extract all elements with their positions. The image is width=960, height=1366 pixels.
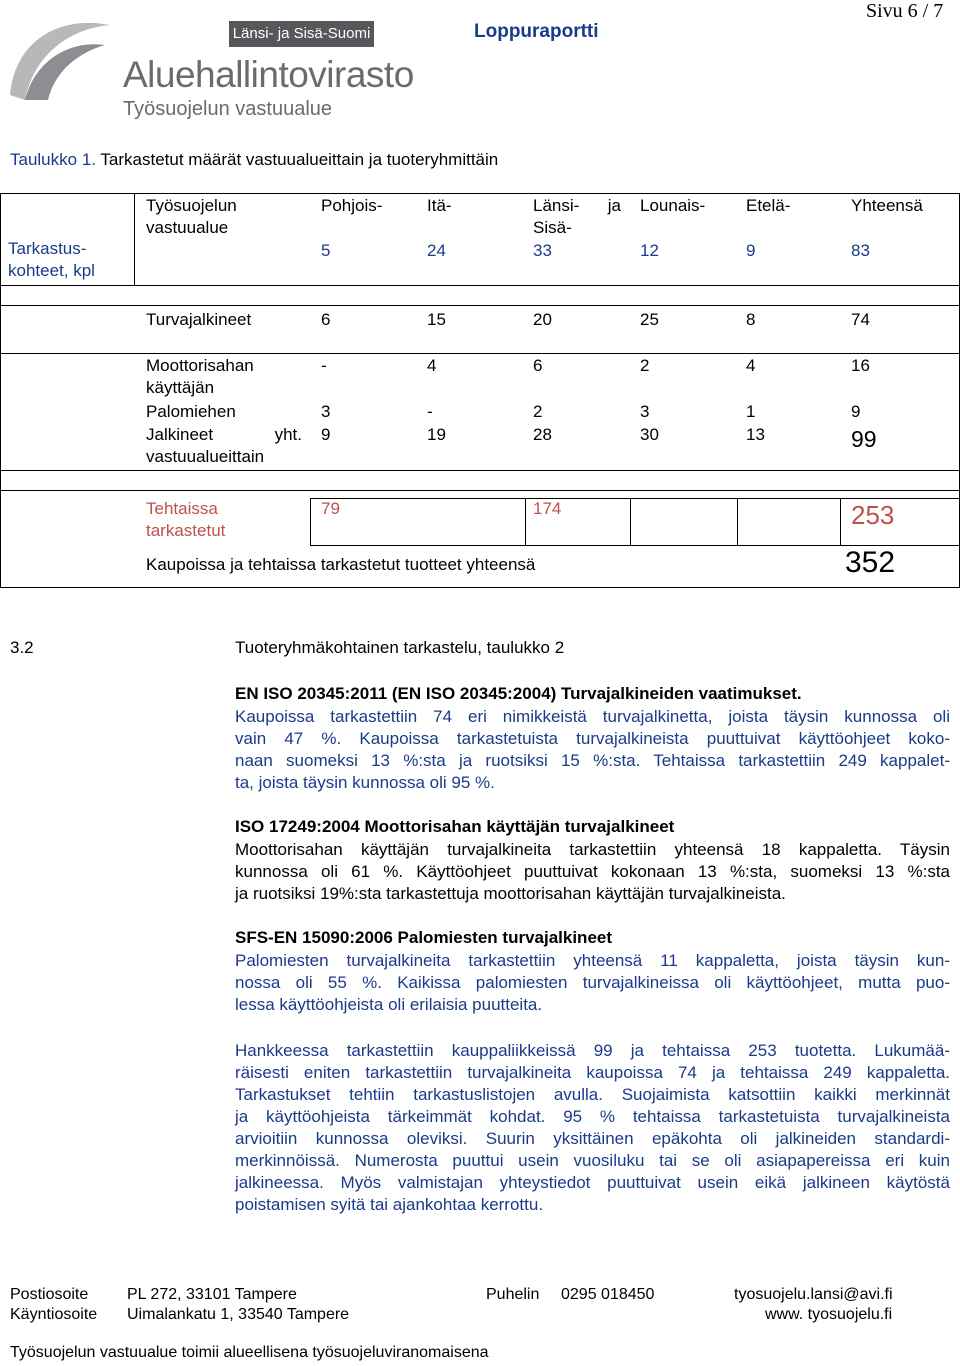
- row-header-line2: kohteet, kpl: [8, 261, 95, 280]
- footer-note: Työsuojelun vastuualue toimii alueellisena työsuojeluviranomaisena: [10, 1344, 489, 1361]
- block-heading-chainsaw: ISO 17249:2004 Moottorisahan käyttäjän turvajalkineet: [235, 817, 675, 836]
- row-label-footwear-total-l2: vastuualueittain: [146, 447, 265, 466]
- footer-visit-label: Käyntiosoite: [10, 1306, 98, 1323]
- table-cell: 28: [533, 425, 552, 444]
- col-header-southwest: Lounais-: [640, 196, 706, 215]
- agency-logo-swoosh: [0, 0, 125, 135]
- footer-website[interactable]: www. tyosuojelu.fi: [765, 1306, 893, 1323]
- agency-name: Aluehallintovirasto: [123, 54, 414, 95]
- text-line: Moottorisahan käyttäjän turvajalkineita tarkastettiin yhteensä 18 kappaletta. Täysin: [235, 840, 950, 859]
- factory-label-l1: Tehtaissa: [146, 499, 218, 518]
- text-line: Tarkastukset tehtiin tarkastuslistojen avulla. Suojaimista katsottiin kaikki merkinnät: [235, 1085, 950, 1104]
- table-cell: 3: [321, 402, 331, 421]
- row-label-chainsaw-l2: käyttäjän: [146, 378, 215, 397]
- table-caption: [10, 150, 498, 170]
- factory-total: 253: [851, 500, 895, 530]
- table-caption-label: Taulukko 1.: [10, 150, 96, 169]
- grand-total-label: Kaupoissa ja tehtaissa tarkastetut tuotteet yhteensä: [146, 555, 536, 574]
- col-header-area-l2: vastuualue: [146, 218, 229, 237]
- table-cell: 25: [640, 310, 659, 329]
- col-header-area-l1: Työsuojelun: [146, 196, 237, 215]
- text-line: vain 47 %. Kaupoissa tarkastetuista turvajalkineista puuttuivat käyttöohjeet koko-: [235, 729, 950, 748]
- site-count-total: 83: [851, 241, 870, 260]
- text-line: poistamisen syitä tai ajankohtaa kerrottu.: [235, 1195, 544, 1214]
- row-header-line1: Tarkastus-: [8, 239, 87, 258]
- text-line: nossa oli 55 %. Kaikissa palomiesten turvajalkineissa oli käyttöohjeet, mutta puo-: [235, 973, 950, 992]
- table-cell: 13: [746, 425, 765, 444]
- text-line: arvioitiin kunnossa oleviksi. Suurin yksittäinen epäkohta oli jalkineiden standardi-: [235, 1129, 950, 1148]
- text-line: merkinnöissä. Numerosta puuttui usein vuosiluku tai se oli asiapapereissa eri kuin: [235, 1151, 950, 1170]
- col-header-south: Etelä-: [746, 196, 791, 215]
- table-cell: 16: [851, 356, 870, 375]
- table-cell: 4: [746, 356, 756, 375]
- site-count-south: 9: [746, 241, 756, 260]
- footer-email[interactable]: tyosuojelu.lansi@avi.fi: [734, 1286, 893, 1303]
- table-cell: 15: [427, 310, 446, 329]
- table-cell: 4: [427, 356, 437, 375]
- page-number: Sivu 6 / 7: [866, 0, 944, 22]
- table-cell: 6: [533, 356, 543, 375]
- summary-paragraph: [235, 1040, 950, 1216]
- text-line: kunnossa oli 61 %. Käyttöohjeet puuttuivat kokonaan 13 %:sta, suomeksi 13 %:sta: [235, 862, 950, 881]
- table-cell: 9: [321, 425, 331, 444]
- table-cell: 1: [746, 402, 756, 421]
- table-caption-text: Tarkastetut määrät vastuualueittain ja tuoteryhmittäin: [100, 150, 499, 169]
- row-label-safety-shoes: Turvajalkineet: [146, 310, 252, 329]
- text-line: ja ruotsiksi 19%:sta tarkastettuja moottorisahan käyttäjän turvajalkineista.: [235, 884, 786, 903]
- table-cell: 2: [533, 402, 543, 421]
- table-cell: 9: [851, 402, 861, 421]
- text-line: Kaupoissa tarkastettiin 74 eri nimikkeistä turvajalkinetta, joista täysin kunnossa oli: [235, 707, 950, 726]
- region-badge: Länsi- ja Sisä-Suomi: [229, 21, 374, 47]
- table-cell: 2: [640, 356, 650, 375]
- footer-postal-value: PL 272, 33101 Tampere: [127, 1286, 297, 1303]
- text-line: Palomiesten turvajalkineita tarkastettiin yhteensä 11 kappaletta, joista täysin kun-: [235, 951, 950, 970]
- text-line: ta, joista täysin kunnossa oli 95 %.: [235, 773, 495, 792]
- col-header-total: Yhteensä: [851, 196, 923, 215]
- block-heading-safety-shoes: EN ISO 20345:2011 (EN ISO 20345:2004) Turvajalkineiden vaatimukset.: [235, 684, 802, 703]
- row-label-footwear-total: Jalkineet yht.: [146, 425, 302, 444]
- text-line: Hankkeessa tarkastettiin kauppaliikkeissä 99 ja tehtaissa 253 tuotetta. Lukumää-: [235, 1041, 950, 1060]
- factory-value-north: 79: [321, 499, 340, 518]
- block-text-safety-shoes: [235, 706, 950, 794]
- table-cell: 6: [321, 310, 331, 329]
- report-title: Loppuraportti: [474, 21, 599, 42]
- text-line: räisesti eniten tarkastettiin turvajalkineita kaupoissa 74 ja tehtaissa 249 kappaletta.: [235, 1063, 950, 1082]
- footer-phone-value: 0295 018450: [561, 1286, 655, 1303]
- table-cell: -: [427, 402, 433, 421]
- text-line: jalkineessa. Myös valmistajan yhteystiedot puuttuivat usein eikä jalkineen käytöstä: [235, 1173, 950, 1192]
- footer-postal-label: Postiosoite: [10, 1286, 89, 1303]
- site-count-west: 33: [533, 241, 552, 260]
- text-line: lessa käyttöohjeista oli erilaisia puutteita.: [235, 995, 543, 1014]
- table-cell: 19: [427, 425, 446, 444]
- grand-total-value: 352: [845, 546, 896, 579]
- table-cell: 20: [533, 310, 552, 329]
- text-line: naan suomeksi 13 %:sta ja ruotsiksi 15 %:sta. Tehtaissa tarkastettiin 249 kappalet-: [235, 751, 950, 770]
- col-header-west: Länsi- ja: [533, 196, 621, 215]
- table-cell: 3: [640, 402, 650, 421]
- text-line: ja käyttöohjeista tärkeimmät kohdat. 95 % tehtaissa tarkastetuista turvajalkineista: [235, 1107, 950, 1126]
- section-title: Tuoteryhmäkohtainen tarkastelu, taulukko 2: [235, 638, 565, 657]
- table-cell: 30: [640, 425, 659, 444]
- block-text-chainsaw: [235, 839, 950, 905]
- footer-visit-value: Uimalankatu 1, 33540 Tampere: [127, 1306, 350, 1323]
- section-number: 3.2: [10, 638, 34, 657]
- unit-name: Työsuojelun vastuualue: [123, 98, 333, 120]
- block-text-firefighter: [235, 950, 950, 1016]
- table-cell: 74: [851, 310, 870, 329]
- footer-phone-label: Puhelin: [486, 1286, 540, 1303]
- col-header-east: Itä-: [427, 196, 452, 215]
- row-label-chainsaw: Moottorisahan: [146, 356, 254, 375]
- col-header-west-l2: Sisä-: [533, 218, 572, 237]
- row-label-firefighter: Palomiehen: [146, 402, 236, 421]
- table-cell: -: [321, 356, 327, 375]
- col-header-north: Pohjois-: [321, 196, 383, 215]
- site-count-north: 5: [321, 241, 331, 260]
- block-heading-firefighter: SFS-EN 15090:2006 Palomiesten turvajalkineet: [235, 928, 613, 947]
- site-count-east: 24: [427, 241, 446, 260]
- factory-label-l2: tarkastetut: [146, 521, 226, 540]
- site-count-southwest: 12: [640, 241, 659, 260]
- table-cell: 8: [746, 310, 756, 329]
- factory-value-west: 174: [533, 499, 562, 518]
- footwear-total-value: 99: [851, 426, 877, 452]
